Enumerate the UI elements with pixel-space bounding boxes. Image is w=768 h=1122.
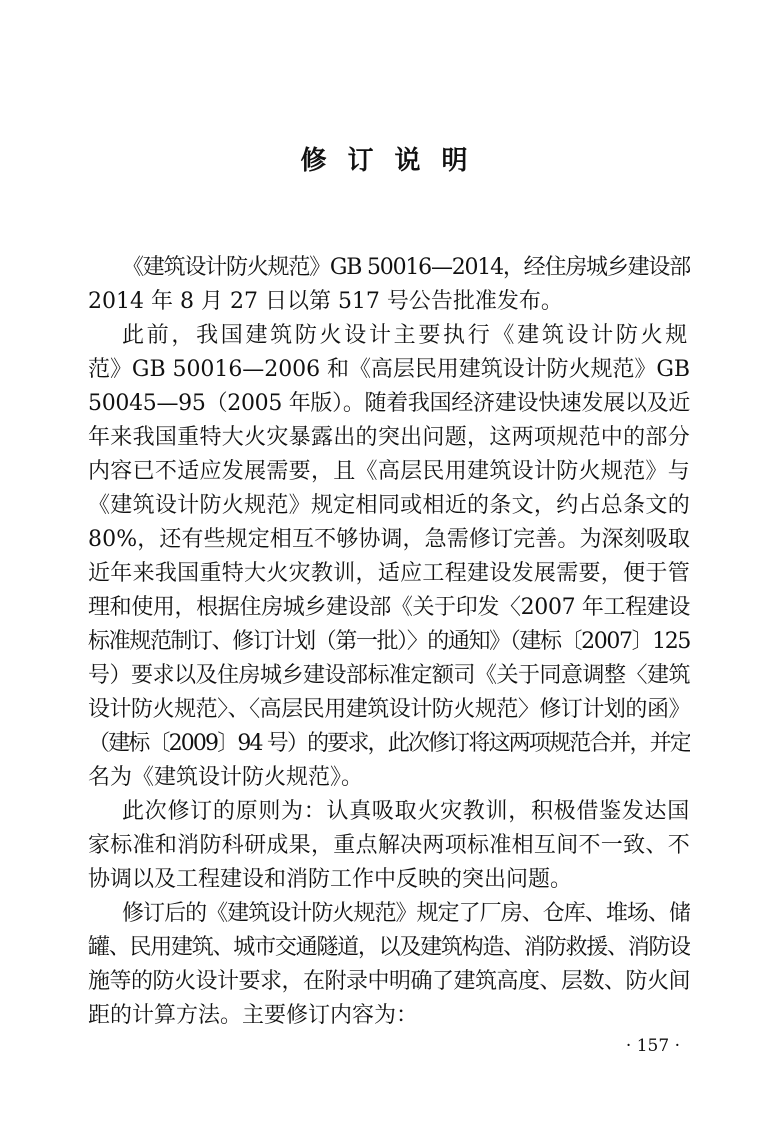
text-line bbox=[88, 489, 690, 523]
paragraph-2 bbox=[88, 319, 690, 795]
text-line-content: 距的计算方法。主要修订内容为： bbox=[88, 1003, 419, 1028]
text-line bbox=[88, 693, 690, 727]
page-number: · 157 · bbox=[625, 1036, 680, 1056]
text-line-content: 罐、民用建筑、城市交通隧道，以及建筑构造、消防救援、消防设 bbox=[88, 935, 690, 960]
text-line bbox=[88, 557, 690, 591]
text-line-content: 50045—95（2005 年版）。随着我国经济建设快速发展以及近 bbox=[88, 391, 690, 416]
text-line bbox=[88, 965, 690, 999]
text-line-content: 年来我国重特大火灾暴露出的突出问题，这两项规范中的部分 bbox=[88, 425, 690, 450]
text-line bbox=[88, 931, 690, 965]
text-line bbox=[88, 523, 690, 557]
page-title: 修订说明 bbox=[300, 146, 489, 176]
text-line-content: 标准规范制订、修订计划（第一批）〉的通知》（建标〔2007〕125 bbox=[88, 629, 690, 654]
text-line bbox=[88, 659, 690, 693]
text-line-content: 修订后的《建筑设计防火规范》规定了厂房、仓库、堆场、储 bbox=[122, 901, 690, 926]
text-line-content: 名为《建筑设计防火规范》。 bbox=[88, 765, 364, 790]
document-body bbox=[88, 251, 690, 1033]
text-line-content: 2014 年 8 月 27 日以第 517 号公告批准发布。 bbox=[88, 289, 563, 314]
text-line-content: 80%，还有些规定相互不够协调，急需修订完善。为深刻吸取 bbox=[88, 527, 690, 552]
text-line bbox=[88, 999, 690, 1033]
text-line-content: 施等的防火设计要求，在附录中明确了建筑高度、层数、防火间 bbox=[88, 969, 690, 994]
paragraph-4 bbox=[88, 897, 690, 1033]
text-line-content: 家标准和消防科研成果，重点解决两项标准相互间不一致、不 bbox=[88, 833, 690, 858]
text-line bbox=[88, 591, 690, 625]
text-line-content: 理和使用，根据住房城乡建设部《关于印发〈2007 年工程建设 bbox=[88, 595, 690, 620]
text-line bbox=[88, 455, 690, 489]
text-line-content: 《建筑设计防火规范》规定相同或相近的条文，约占总条文的 bbox=[88, 493, 690, 518]
paragraph-3 bbox=[88, 795, 690, 897]
text-line bbox=[88, 863, 690, 897]
text-line bbox=[122, 319, 690, 353]
text-line bbox=[88, 625, 690, 659]
text-line-content: （建标〔2009〕94 号）的要求，此次修订将这两项规范合并，并定 bbox=[88, 731, 690, 756]
text-line bbox=[88, 387, 690, 421]
text-line-content: 内容已不适应发展需要，且《高层民用建筑设计防火规范》与 bbox=[88, 459, 690, 484]
text-line bbox=[122, 251, 690, 285]
text-line bbox=[88, 421, 690, 455]
text-line bbox=[88, 353, 690, 387]
text-line-content: 设计防火规范〉、〈高层民用建筑设计防火规范〉修订计划的函》 bbox=[88, 697, 690, 722]
text-line bbox=[122, 897, 690, 931]
text-line-content: 号）要求以及住房城乡建设部标准定额司《关于同意调整〈建筑 bbox=[88, 663, 690, 688]
text-line-content: 协调以及工程建设和消防工作中反映的突出问题。 bbox=[88, 867, 573, 892]
text-line-content: 近年来我国重特大火灾教训，适应工程建设发展需要，便于管 bbox=[88, 561, 690, 586]
text-line-content: 《建筑设计防火规范》GB 50016—2014，经住房城乡建设部 bbox=[122, 255, 690, 280]
paragraph-1 bbox=[88, 251, 690, 319]
text-line bbox=[88, 761, 690, 795]
text-line bbox=[88, 829, 690, 863]
text-line bbox=[122, 795, 690, 829]
text-line-content: 此次修订的原则为：认真吸取火灾教训，积极借鉴发达国 bbox=[122, 799, 690, 824]
text-line-content: 此前，我国建筑防火设计主要执行《建筑设计防火规 bbox=[122, 323, 690, 348]
text-line bbox=[88, 285, 690, 319]
text-line bbox=[88, 727, 690, 761]
text-line-content: 范》GB 50016—2006 和《高层民用建筑设计防火规范》GB bbox=[88, 357, 690, 382]
